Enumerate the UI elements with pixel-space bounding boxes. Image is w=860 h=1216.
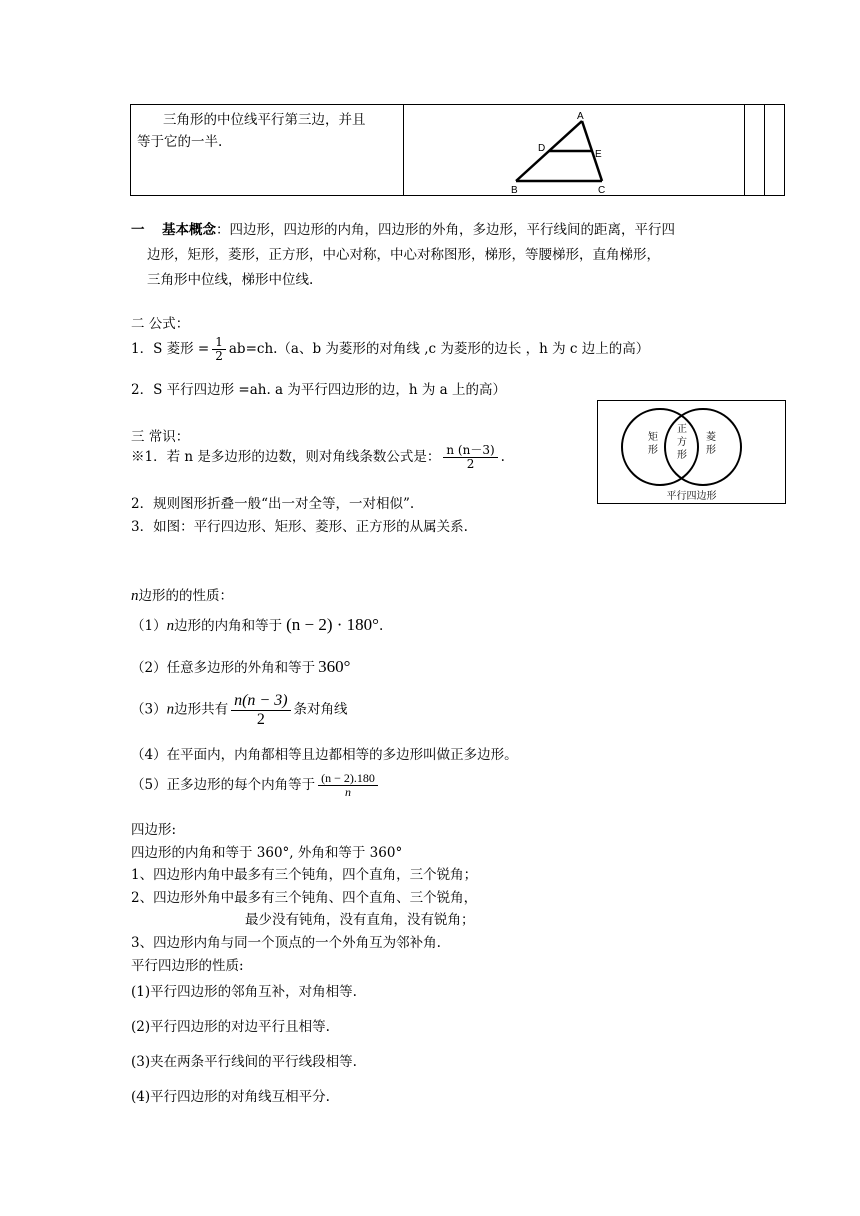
ngon-property-1: （1）n边形的内角和等于 (n − 2) · 180°. (131, 615, 384, 634)
triangle-figure-cell (404, 105, 745, 196)
common-sense-2: 2．规则图形折叠一般“出一对全等，一对相似”. (131, 496, 415, 512)
venn-diagram-box (597, 400, 786, 504)
venn-square-label: 正 方 形 (677, 424, 687, 461)
ngon-property-5: （5）正多边形的每个内角等于 $\frac{(n - 2).180}{n}$ (131, 772, 381, 799)
common-sense-3: 3．如图：平行四边形、矩形、菱形、正方形的从属关系. (131, 519, 468, 535)
label-a: A (577, 111, 584, 122)
ngon-title: n边形的的性质： (131, 588, 233, 604)
quad-line5: 3、四边形内角与同一个顶点的一个外角互为邻补角. (131, 935, 441, 951)
label-d: D (538, 143, 546, 154)
parallelogram-property-1: (1)平行四边形的邻角互补，对角相等. (131, 984, 357, 1000)
section1-line2: 边形，矩形，菱形，正方形，中心对称，中心对称图形，梯形，等腰梯形，直角梯形， (147, 247, 660, 263)
ngon-property-2: （2）任意多边形的外角和等于 360° (131, 657, 351, 676)
section2-title: 二 公式： (131, 316, 190, 332)
venn-rectangle-label: 矩 形 (648, 432, 658, 456)
section1-line1: 基本概念：四边形，四边形的内角，四边形的外角，多边形，平行线间的距离，平行四 (162, 222, 675, 238)
section1-line3: 三角形中位线，梯形中位线. (147, 272, 314, 288)
formula-rhombus: 1．S 菱形 = $\frac{1}{2}$ ab=ch.（a、b 为菱形的对角线 ,c 为菱形的边长 ，h 为 c 边上的高） (131, 335, 650, 364)
ngon-property-4: （4）在平面内，内角都相等且边都相等的多边形叫做正多边形。 (131, 747, 518, 763)
section3-title: 三 常识： (131, 429, 190, 445)
empty-cell (745, 105, 765, 196)
quad-line1: 四边形的内角和等于 360°, 外角和等于 360° (131, 845, 403, 861)
midline-table (130, 104, 785, 196)
empty-cell (765, 105, 785, 196)
parallelogram-property-2: (2)平行四边形的对边平行且相等. (131, 1019, 330, 1035)
quad-line2: 1、四边形内角中最多有三个钝角，四个直角，三个锐角； (131, 867, 478, 883)
triangle-diagram (404, 105, 744, 195)
quad-line4: 最少没有钝角，没有直角，没有锐角； (245, 912, 475, 928)
parallelogram-property-3: (3)夹在两条平行线间的平行线段相等. (131, 1054, 357, 1070)
ngon-property-3: （3）n边形共有 $\frac{n(n - 3)}{2}$ 条对角线 (131, 692, 348, 728)
venn-caption: 平行四边形 (666, 491, 717, 502)
formula-parallelogram: 2．S 平行四边形 =ah. a 为平行四边形的边，h 为 a 上的高） (131, 382, 507, 398)
label-e: E (595, 149, 602, 160)
quad-title: 四边形: (131, 822, 177, 838)
section1-number: 一 (131, 222, 145, 238)
midline-text-line1: 三角形的中位线平行第三边，并且 (163, 112, 366, 128)
label-c: C (598, 185, 606, 195)
quad-line3: 2、四边形外角中最多有三个钝角、四个直角、三个锐角， (131, 890, 478, 906)
parallelogram-title: 平行四边形的性质: (131, 958, 244, 974)
midline-text-cell (131, 105, 404, 196)
venn-rhombus-label: 菱 形 (706, 432, 716, 456)
label-b: B (511, 185, 518, 195)
diagonal-count-formula: ※1．若 n 是多边形的边数，则对角线条数公式是： $\frac{n (n-3)}{2}$ . (131, 443, 505, 472)
midline-text-line2: 等于它的一半. (137, 134, 223, 150)
parallelogram-property-4: (4)平行四边形的对角线互相平分. (131, 1089, 330, 1105)
